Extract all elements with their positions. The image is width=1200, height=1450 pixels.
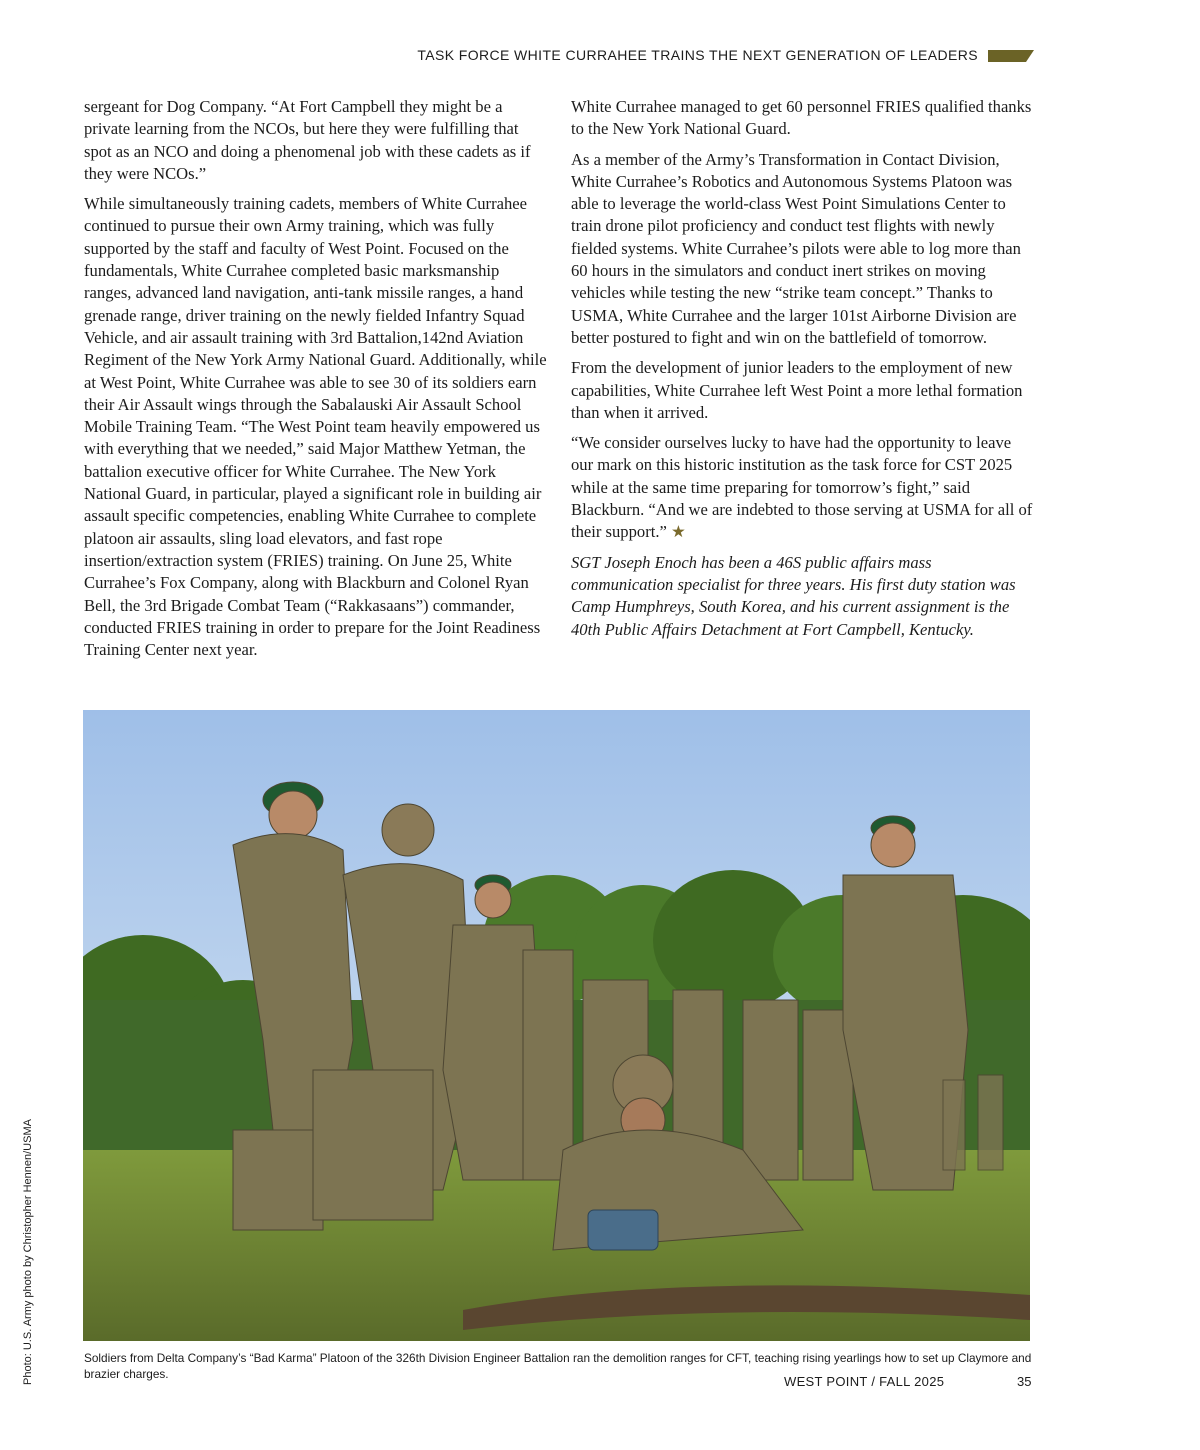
article-photo xyxy=(83,710,1030,1341)
article-paragraph: From the development of junior leaders to the employment of new capabilities, White Currahee left West Point a more lethal formation than when it arrived. xyxy=(571,358,1023,422)
article-paragraph-text: “We consider ourselves lucky to have had the opportunity to leave our mark on this historic institution as the task force for CST 2025 while at the same time preparing for tomorrow’s fight,” said Blackburn. “And we are indebted to those serving at USMA for all of their support.” xyxy=(571,433,1033,542)
article-paragraph: As a member of the Army’s Transformation in Contact Division, White Currahee’s Robotics and Autonomous Systems Platoon was able to leverage the world-class West Point Simulations Center to train drone pilot proficiency and conduct test flights with newly fielded systems. White Currahee’s pilots were able to log more than 60 hours in the simulators and conduct inert strikes on moving vehicles while testing the new “strike team concept.” Thanks to USMA, White Currahee and the larger 101st Airborne Division are better postured to fight and win on the battlefield of tomorrow. xyxy=(571,149,1021,347)
photo-caption: Soldiers from Delta Company’s “Bad Karma” Platoon of the 326th Division Engineer Battalion ran the demolition ranges for CFT, teaching rising yearlings how to set up Claymore and brazier charges. xyxy=(84,1351,1032,1381)
page-number: 35 xyxy=(1017,1374,1032,1389)
running-header xyxy=(0,47,1200,67)
footer-publication: WEST POINT / FALL 2025 xyxy=(784,1374,945,1389)
author-bio: SGT Joseph Enoch has been a 46S public affairs mass communication specialist for three years. His first duty station was Camp Humphreys, South Korea, and his current assignment is the 40th Public Affairs Detachment at Fort Campbell, Kentucky. xyxy=(571,552,1016,639)
article-right-column xyxy=(571,96,1037,649)
end-mark-star-icon: ★ xyxy=(671,522,686,542)
running-header-title: TASK FORCE WHITE CURRAHEE TRAINS THE NEXT GENERATION OF LEADERS xyxy=(417,47,978,63)
photo-credit: Photo: U.S. Army photo by Christopher Hennen/USMA xyxy=(22,1119,34,1385)
article-paragraph: White Currahee managed to get 60 personnel FRIES qualified thanks to the New York National Guard. xyxy=(571,97,1032,139)
article-paragraph: While simultaneously training cadets, members of White Currahee continued to pursue their own Army training, which was fully supported by the staff and faculty of West Point. Focused on the fundamentals, White Currahee completed basic marksmanship ranges, advanced land navigation, anti-tank missile ranges, a hand grenade range, driver training on the newly fielded Infantry Squad Vehicle, and air assault training with 3rd Battalion,142nd Aviation Regiment of the New York Army National Guard. Additionally, while at West Point, White Currahee was able to see 30 of its soldiers earn their Air Assault wings through the Sabalauski Air Assault School Mobile Training Team. “The West Point team heavily empowered us with everything that we needed,” said Major Matthew Yetman, the battalion executive officer for White Currahee. The New York National Guard, in particular, played a significant role in building air assault specific competencies, enabling White Currahee to complete platoon air assaults, sling load elevators, and fast rope insertion/extraction system (FRIES) training. On June 25, White Currahee’s Fox Company, along with Blackburn and Colonel Ryan Bell, the 3rd Brigade Combat Team (“Rakkasaans”) commander, conducted FRIES training in order to prepare for the Joint Readiness Training Center next year. xyxy=(84,194,547,660)
article-closing-paragraph xyxy=(571,432,1037,543)
article-left-column xyxy=(84,96,550,669)
article-paragraph: sergeant for Dog Company. “At Fort Campbell they might be a private learning from the NCOs, but here they were fulfilling that spot as an NCO and doing a phenomenal job with these cadets as if they were NCOs.” xyxy=(84,97,531,183)
header-accent-bar xyxy=(988,50,1034,62)
